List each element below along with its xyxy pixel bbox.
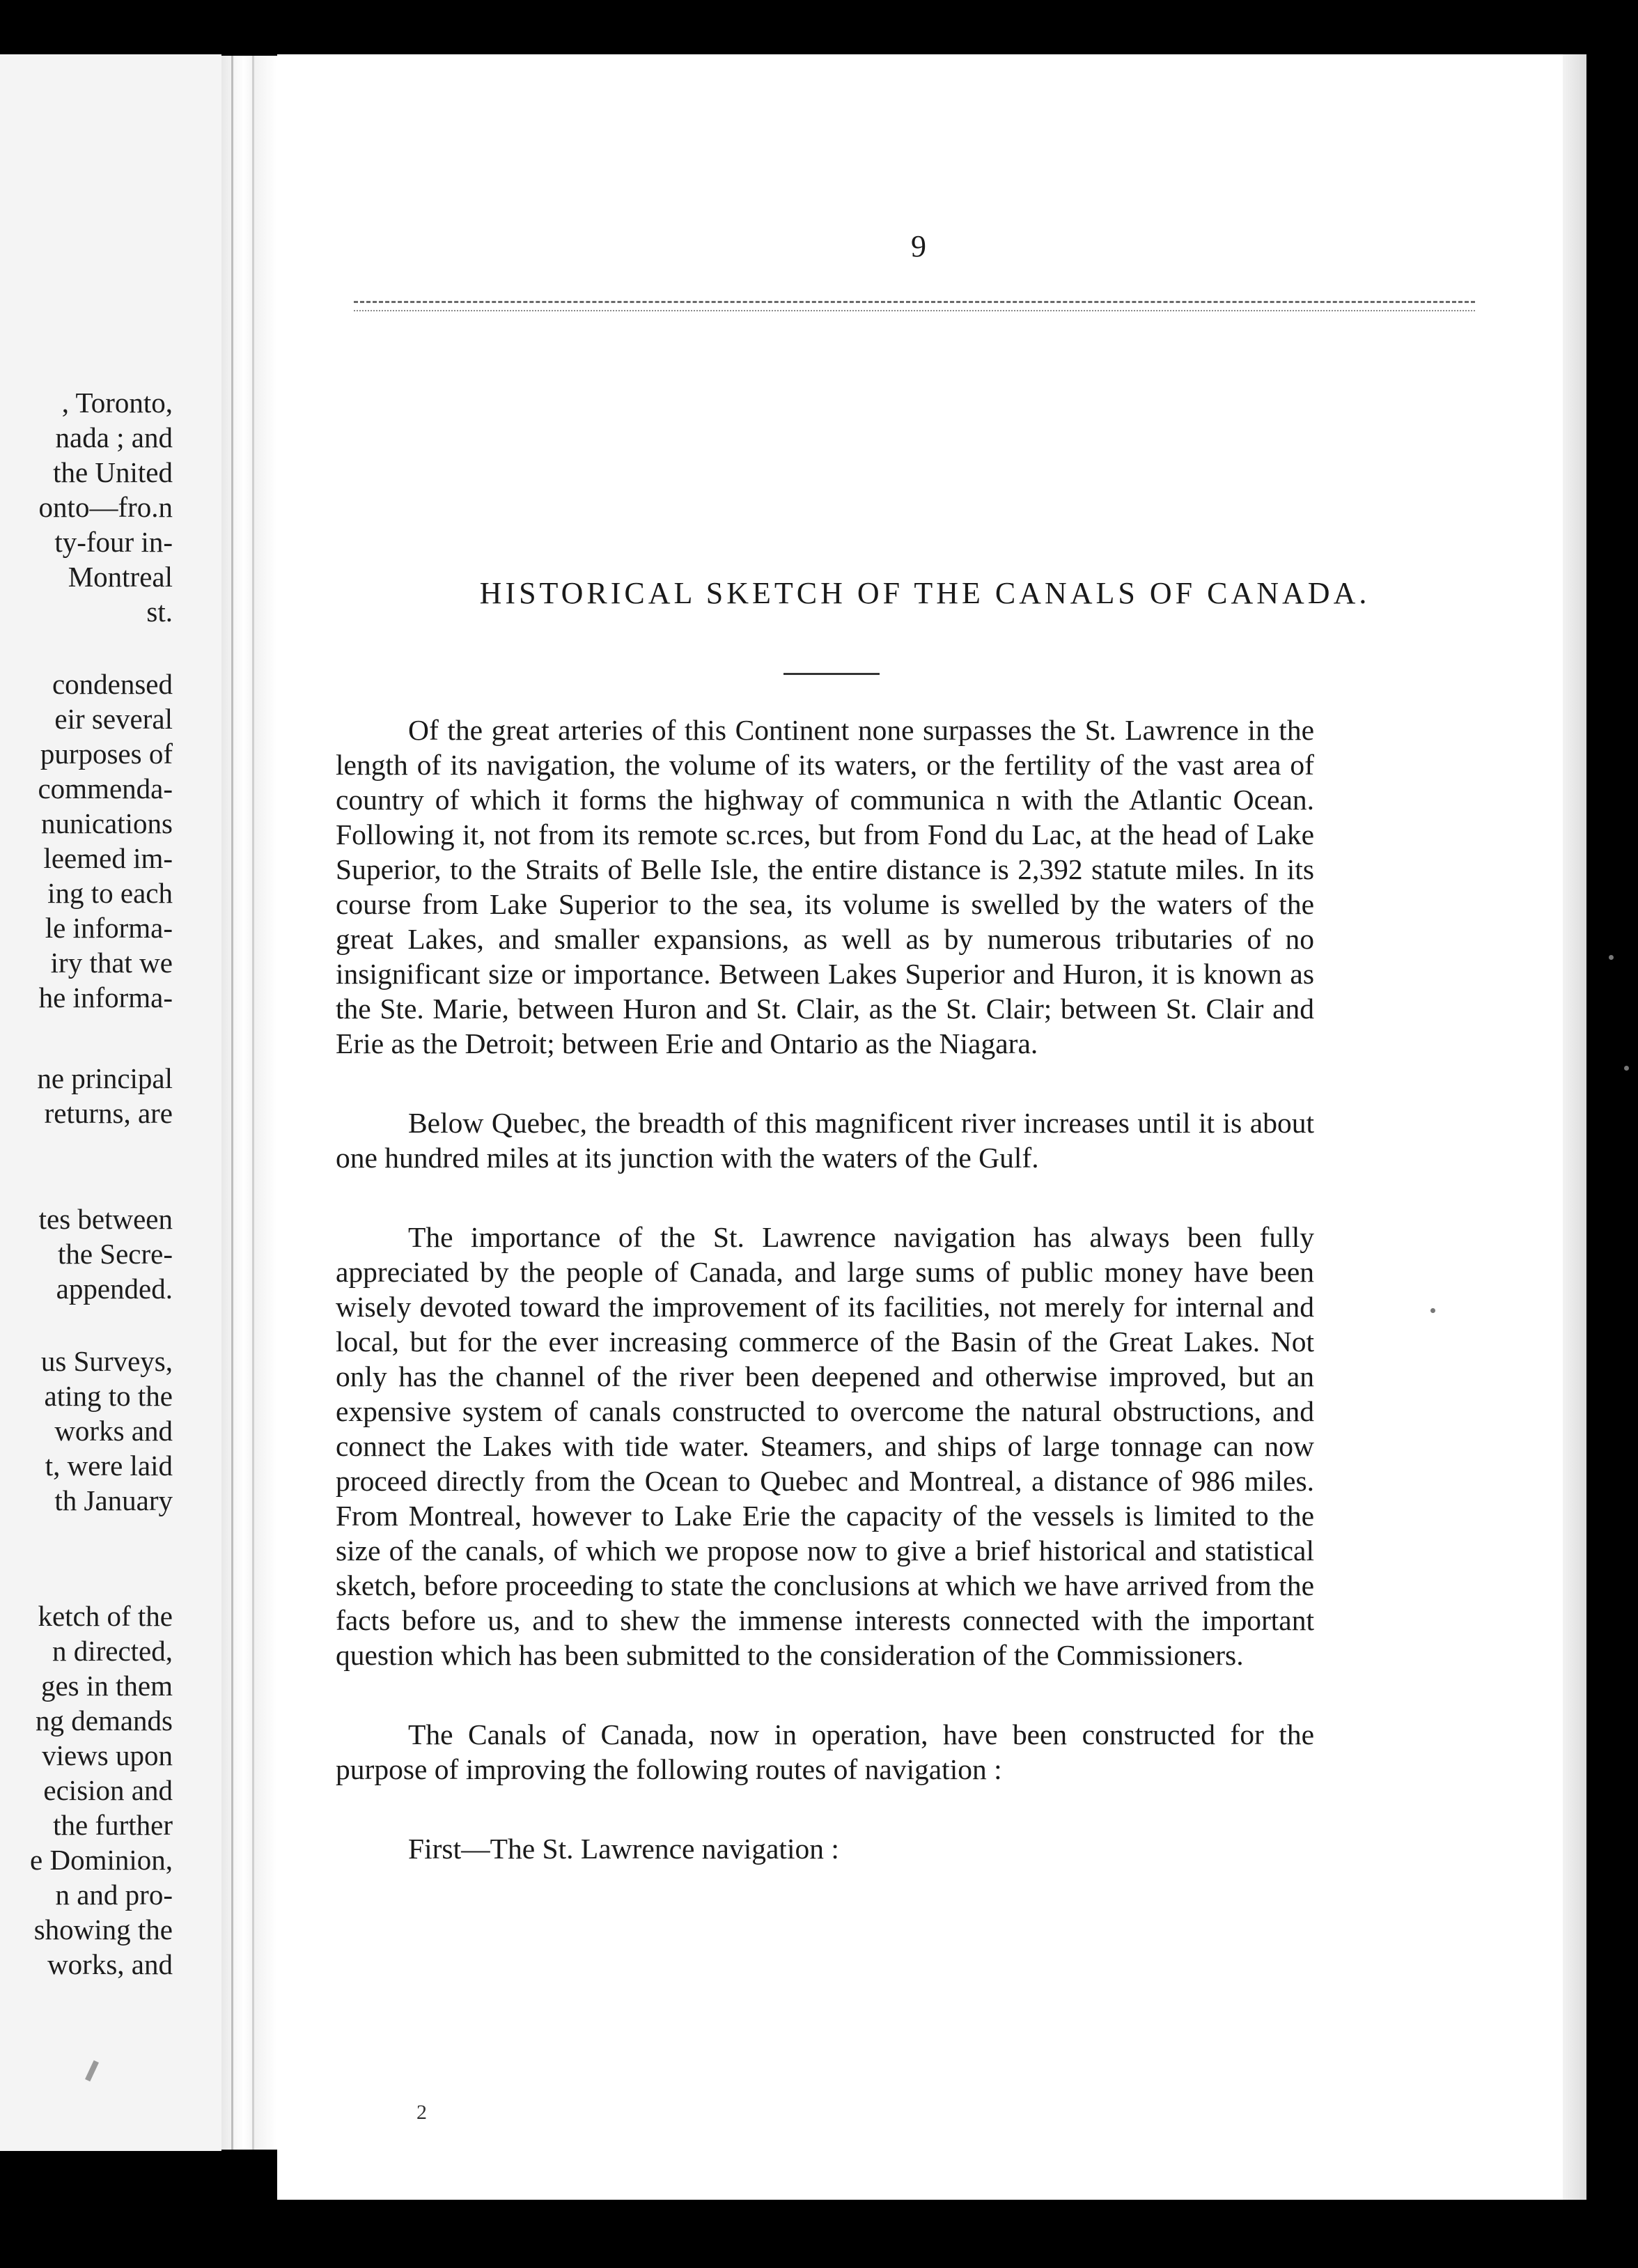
left-line: ing to each (47, 877, 173, 909)
book-gutter (221, 56, 277, 2150)
left-line: condensed (52, 668, 173, 700)
left-line: us Surveys, (40, 1345, 173, 1377)
left-line: t, were laid (45, 1450, 173, 1482)
left-line: appended. (56, 1273, 173, 1305)
left-line: he informa- (38, 981, 173, 1013)
left-line: Montreal (68, 561, 173, 593)
speck (1609, 955, 1614, 960)
right-page (277, 54, 1586, 2200)
left-line: ecision and (43, 1774, 173, 1806)
page-edge (1563, 54, 1586, 2200)
left-facing-page (0, 54, 221, 2151)
paragraph: The importance of the St. Lawrence navigation has always been fully appreciated by the people of Canada, and large sums of public money have been wisely devoted toward the improvement of its facilities, not merely for internal and local, but for the ever increasing commerce of the Basin of the Great Lakes. Not only has the channel of the river been deepened and otherwise improved, but an expensive system of canals constructed to overcome the natural obstructions, and connect the Lakes with tide water. Steamers, and ships of large tonnage can now proceed directly from the Ocean to Quebec and Montreal, a distance of 986 miles. From Montreal, however to Lake Erie the capacity of the vessels is limited to the size of the canals, of which we propose now to give a brief historical and statistical sketch, before proceeding to state the conclusions at which we have arrived from the facts before us, and to shew the immense interests connected with the important question which has been submitted to the consideration of the Commissioners. (336, 1221, 1314, 1671)
signature-mark: 2 (416, 2101, 427, 2124)
left-line: showing the (33, 1913, 173, 1945)
left-line: ng demands (36, 1704, 173, 1737)
gutter-shadow (231, 56, 233, 2150)
left-line: n directed, (52, 1635, 173, 1667)
left-line: th January (54, 1484, 173, 1516)
left-line: st. (146, 596, 173, 628)
left-line: views upon (42, 1739, 173, 1771)
left-line: eir several (54, 703, 173, 735)
left-line: e Dominion, (30, 1844, 173, 1876)
page-title: HISTORICAL SKETCH OF THE CANALS OF CANADA. (479, 576, 1371, 610)
paragraph: Below Quebec, the breadth of this magnificent river increases until it is about one hundred miles at its junction with the waters of the Gulf. (336, 1107, 1314, 1174)
left-line: works, and (47, 1948, 173, 1980)
left-line: nada ; and (55, 421, 173, 453)
speck (1624, 1066, 1629, 1071)
left-line: ketch of the (38, 1600, 173, 1632)
paragraph: The Canals of Canada, now in operation, have been constructed for the purpose of improving the following routes of navigation : (336, 1718, 1314, 1785)
left-line: ges in them (40, 1670, 173, 1702)
left-line: ating to the (44, 1380, 173, 1412)
speck (1430, 1308, 1435, 1313)
pencil-mark (85, 2060, 99, 2082)
left-line: tes between (38, 1203, 173, 1235)
left-line: works and (54, 1415, 173, 1447)
left-line: commenda- (38, 772, 173, 805)
left-line: n and pro- (55, 1879, 173, 1911)
left-line: , Toronto, (61, 387, 173, 419)
left-line: the United (53, 456, 173, 488)
left-line: le informa- (45, 912, 173, 944)
body-text (336, 713, 1314, 1911)
title-rule (783, 673, 880, 675)
gutter-shadow (252, 56, 254, 2150)
left-line: ne principal (37, 1062, 173, 1094)
left-line: ty-four in- (54, 526, 173, 558)
left-line: onto—fro.n (38, 491, 173, 523)
header-rule (354, 301, 1475, 311)
left-line: iry that we (50, 947, 173, 979)
left-line: returns, are (44, 1097, 173, 1129)
paragraph: Of the great arteries of this Continent none surpasses the St. Lawrence in the length of its navigation, the volume of its waters, or the fertility of the vast area of country of which it forms the highway of communica n with the Atlantic Ocean. Following it, not from its remote sc.rces, but from Fond du Lac, at the head of Lake Superior, to the Straits of Belle Isle, the entire distance is 2,392 statute miles. In its course from Lake Superior to the sea, its volume is swelled by the waters of the great Lakes, and smaller expansions, as well as by numerous tributaries of no insignificant size or importance. Between Lakes Superior and Huron, it is known as the Ste. Marie, between Huron and St. Clair, as the St. Clair; between St. Clair and Erie as the Detroit; between Erie and Ontario as the Niagara. (336, 714, 1314, 1059)
left-line: the further (53, 1809, 173, 1841)
left-line: purposes of (40, 738, 173, 770)
page-number: 9 (911, 229, 926, 263)
left-line: the Secre- (57, 1238, 173, 1270)
left-line: leemed im- (43, 842, 173, 874)
paragraph: First—The St. Lawrence navigation : (408, 1833, 839, 1865)
left-line: nunications (40, 807, 173, 839)
